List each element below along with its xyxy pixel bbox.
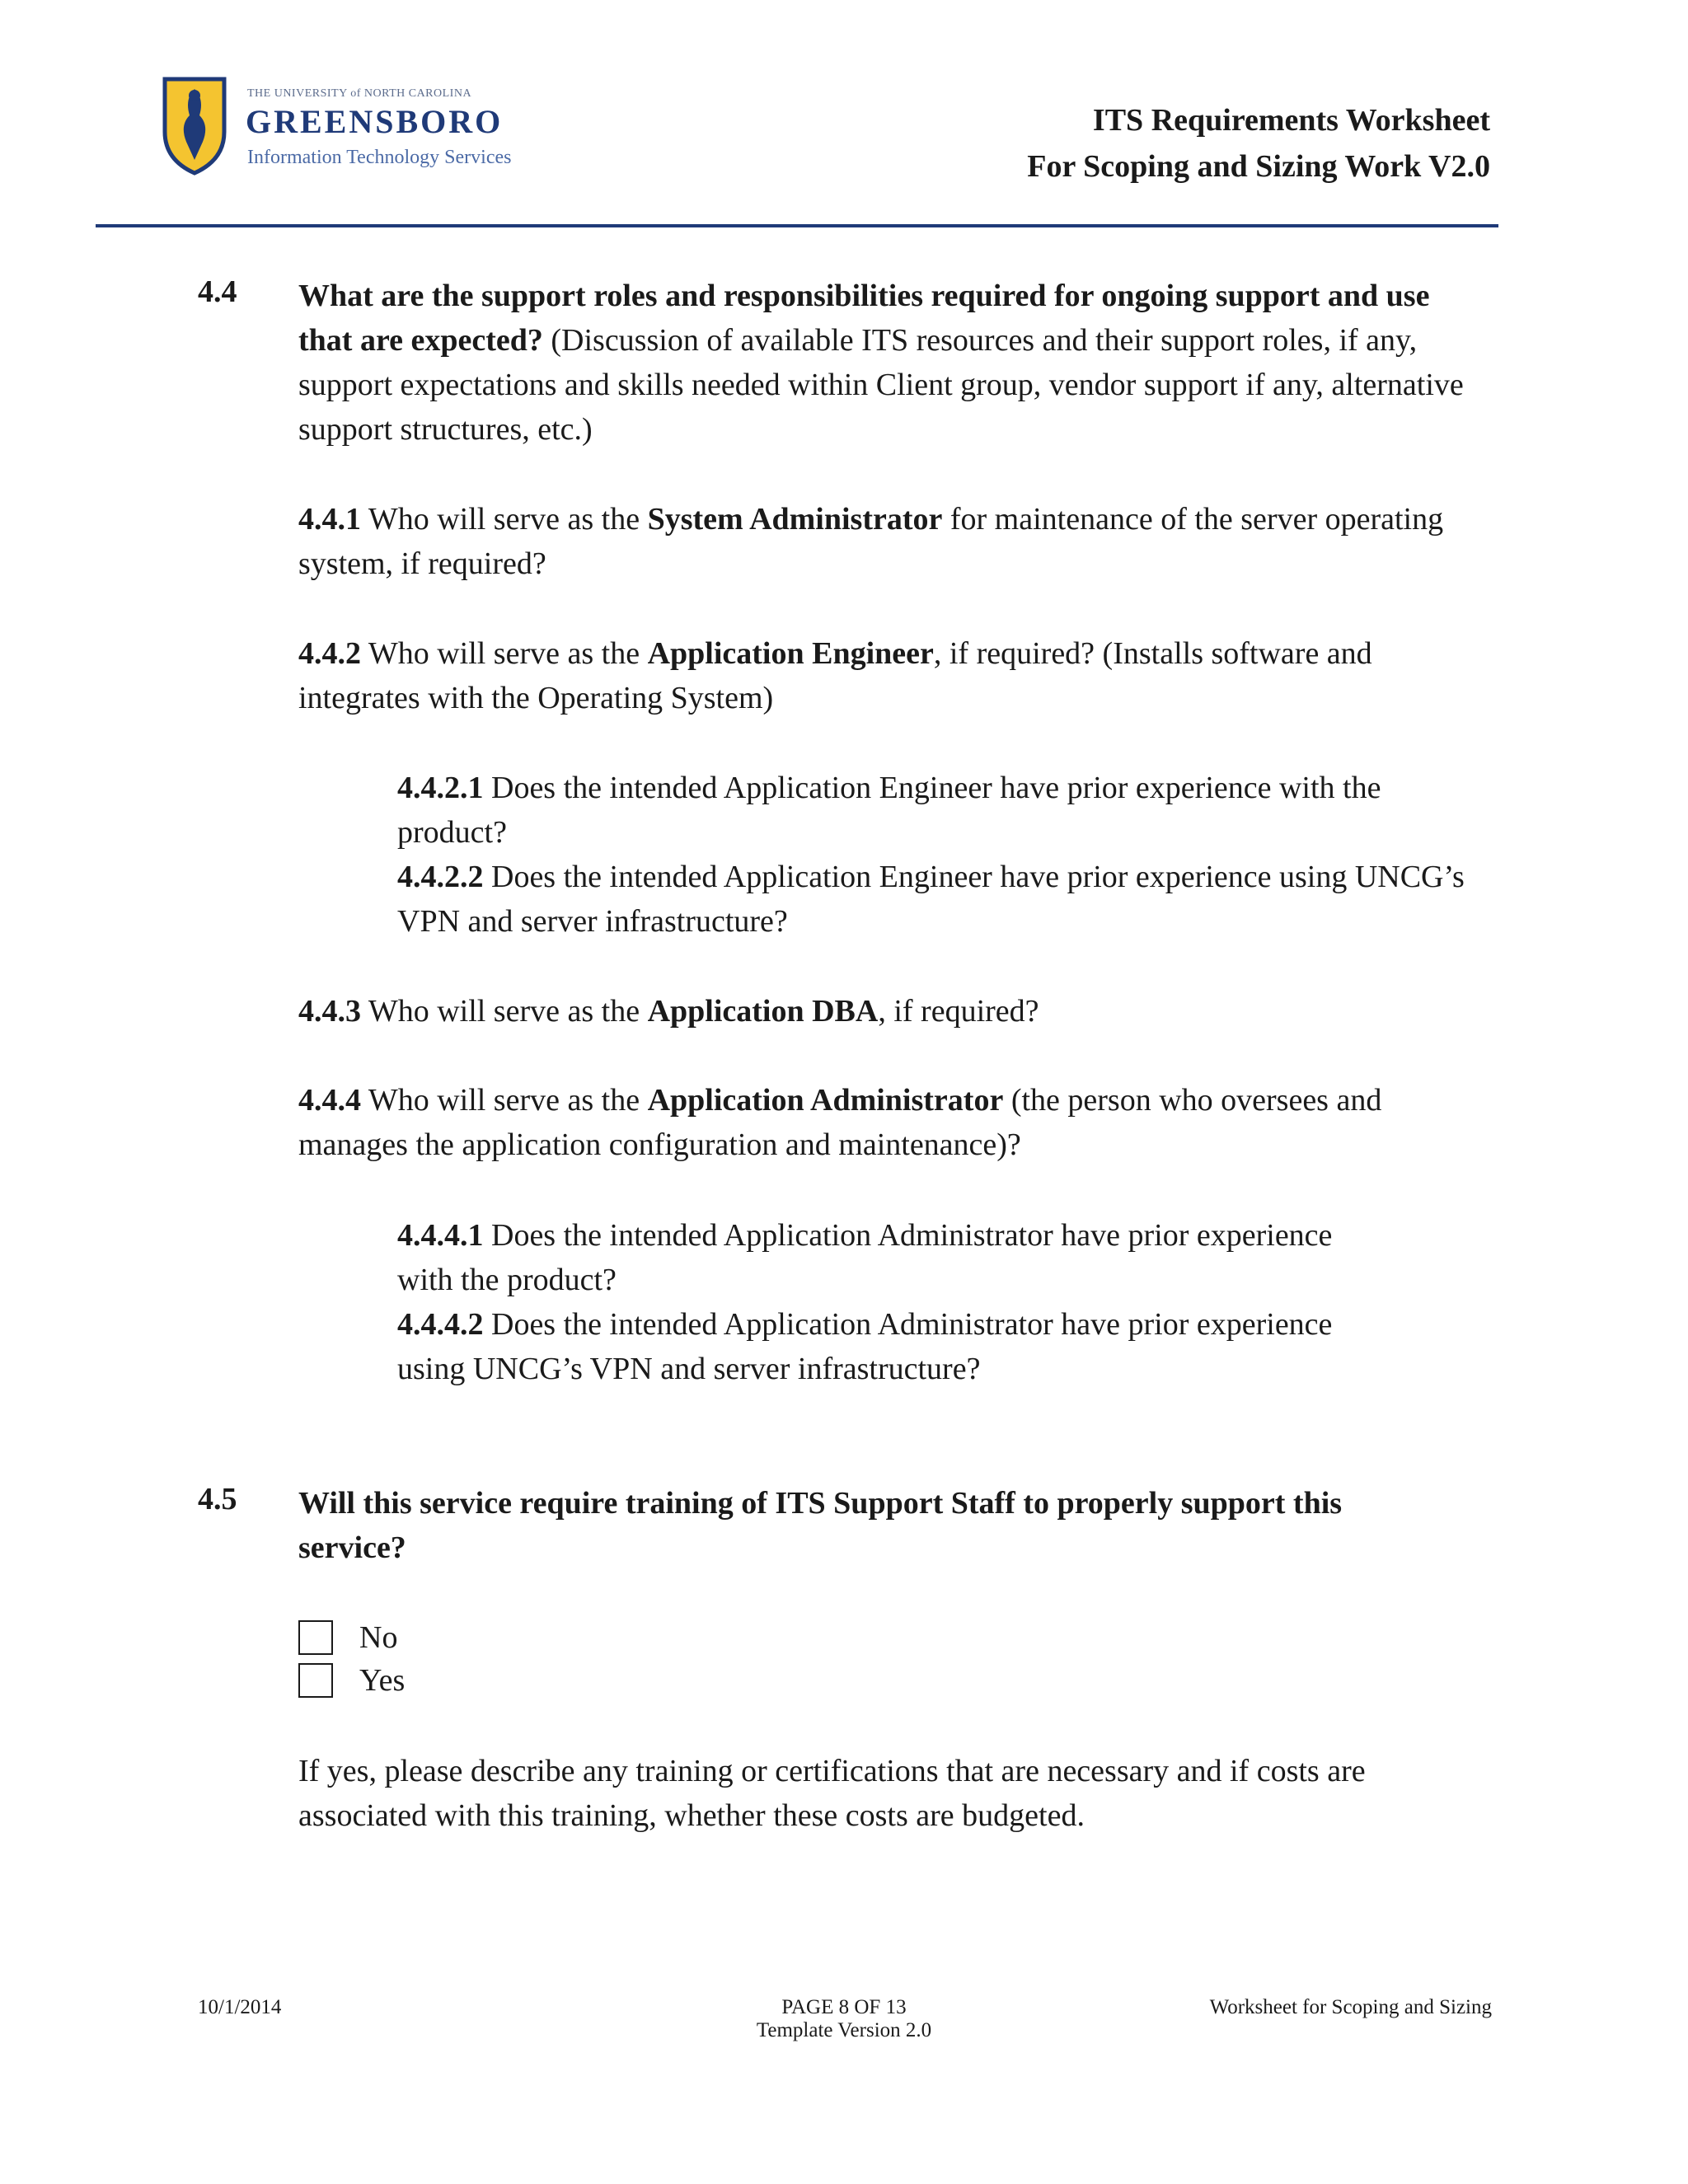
section-number-4-4-2-1: 4.4.2.1 [397, 771, 484, 805]
section-4-4-1-pre: Who will serve as the [368, 502, 640, 537]
section-4-4-2-pre: Who will serve as the [368, 636, 640, 671]
role-application-administrator: Application Administrator [647, 1083, 1004, 1118]
section-4-4-4-post: (the person who oversees and manages the application configuration and maintenance)? [298, 1083, 1382, 1162]
section-4-4-4-pre: Who will serve as the [368, 1083, 640, 1118]
section-4-4-2 [298, 631, 1485, 720]
section-4-4-4-2-text: Does the intended Application Administrator have prior experience using UNCG’s VPN and server infrastructure? [397, 1307, 1333, 1386]
section-number-4-4-2-2: 4.4.2.2 [397, 860, 484, 894]
section-number-4-4-4-1: 4.4.4.1 [397, 1218, 484, 1253]
section-4-5-followup [298, 1749, 1485, 1838]
section-4-4-4 [298, 1078, 1485, 1167]
logo-campus: GREENSBORO [246, 103, 504, 140]
document-title [1027, 97, 1490, 190]
role-system-administrator: System Administrator [647, 502, 943, 537]
logo-department: Information Technology Services [247, 147, 512, 168]
title-line-2: For Scoping and Sizing Work V2.0 [1027, 149, 1490, 184]
section-4-4-3-post: , if required? [878, 994, 1039, 1029]
option-no[interactable] [298, 1615, 397, 1660]
section-4-4-3-pre: Who will serve as the [368, 994, 640, 1029]
section-4-4 [298, 274, 1485, 452]
footer-page: PAGE 8 OF 13 [781, 1996, 907, 2018]
section-4-4-4-1 [397, 1213, 1337, 1302]
title-line-1: ITS Requirements Worksheet [1092, 103, 1490, 138]
section-4-4-1-post: for maintenance of the server operating system, if required? [298, 502, 1444, 581]
section-4-4-question: What are the support roles and responsibilities required for ongoing support and use that are expected? [298, 279, 1430, 358]
section-number-4-4: 4.4 [198, 274, 237, 309]
header-divider [96, 224, 1498, 227]
checkbox-yes[interactable] [298, 1663, 333, 1698]
option-no-label: No [359, 1620, 398, 1655]
section-4-4-2-1 [397, 766, 1485, 855]
section-number-4-4-3: 4.4.3 [298, 994, 361, 1029]
section-number-4-5: 4.5 [198, 1482, 237, 1516]
section-number-4-4-4: 4.4.4 [298, 1083, 361, 1118]
section-4-4-3 [298, 989, 1485, 1033]
section-4-4-2-1-text: Does the intended Application Engineer have prior experience with the product? [397, 771, 1381, 850]
section-4-4-2-2 [397, 855, 1485, 944]
option-yes-label: Yes [359, 1663, 406, 1698]
logo-university-line: THE UNIVERSITY of NORTH CAROLINA [247, 87, 472, 100]
section-4-5-question: Will this service require training of ITS Support Staff to properly support this service? [298, 1486, 1343, 1565]
section-4-4-2-post: , if required? (Installs software and integrates with the Operating System) [298, 636, 1372, 715]
section-4-4-4-2 [397, 1302, 1337, 1391]
footer-template-version: Template Version 2.0 [756, 2019, 932, 2041]
section-number-4-4-4-2: 4.4.4.2 [397, 1307, 484, 1342]
uncg-its-logo [162, 71, 516, 186]
section-4-4-detail: (Discussion of available ITS resources and their support roles, if any, support expectations and skills needed within Client group, vendor support if any, alternative support structures, etc.) [298, 323, 1464, 447]
section-4-5-followup-text: If yes, please describe any training or certifications that are necessary and if costs are associated with this training, whether these costs are budgeted. [298, 1754, 1366, 1833]
option-yes[interactable] [298, 1658, 405, 1703]
role-application-engineer: Application Engineer [647, 636, 934, 671]
footer-doc-name: Worksheet for Scoping and Sizing [1209, 1996, 1492, 2018]
section-number-4-4-2: 4.4.2 [298, 636, 361, 671]
role-application-dba: Application DBA [647, 994, 879, 1029]
shield-logo-icon [162, 74, 227, 176]
section-4-4-1 [298, 497, 1485, 586]
section-4-4-4-1-text: Does the intended Application Administrator have prior experience with the product? [397, 1218, 1333, 1297]
footer-date: 10/1/2014 [198, 1996, 282, 2018]
section-number-4-4-1: 4.4.1 [298, 502, 361, 537]
checkbox-no[interactable] [298, 1620, 333, 1655]
section-4-5 [298, 1481, 1452, 1570]
section-4-4-2-2-text: Does the intended Application Engineer have prior experience using UNCG’s VPN and server infrastructure? [397, 860, 1465, 939]
